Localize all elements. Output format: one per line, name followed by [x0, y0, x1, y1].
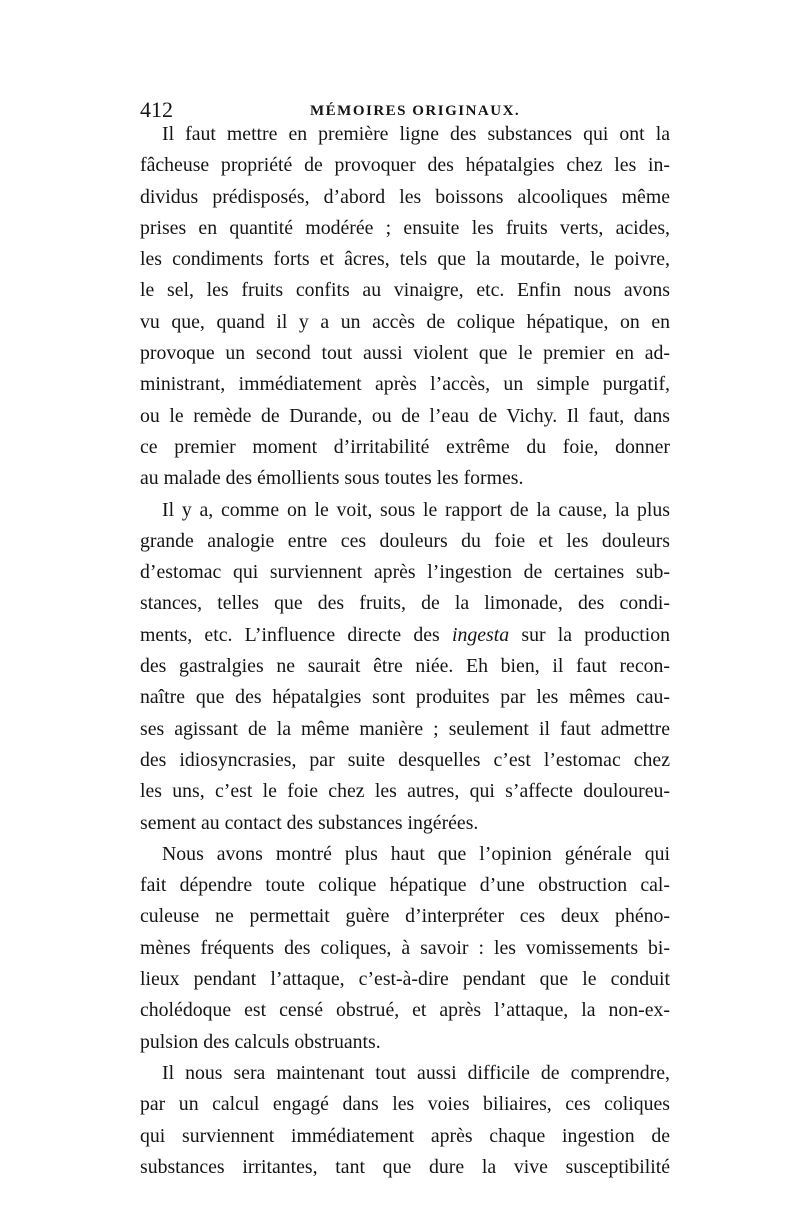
text-line: qui surviennent immédiatement après chaque ingestion de — [140, 1124, 670, 1147]
page-number: 412 — [140, 97, 173, 122]
text-line: dividus prédisposés, d’abord les boissons alcooliques même — [140, 185, 670, 208]
text-line: ses agissant de la même manière ; seulement il faut admettre — [140, 717, 670, 740]
text-line: lieux pendant l’attaque, c’est-à-dire pendant que le conduit — [140, 968, 670, 991]
text-line: substances irritantes, tant que dure la vive susceptibilité — [140, 1155, 670, 1178]
text-line: sement au contact des substances ingérées. — [140, 811, 479, 834]
text-line: culeuse ne permettait guère d’interpréter ces deux phéno- — [140, 905, 670, 928]
text-line: stances, telles que des fruits, de la limonade, des condi- — [140, 592, 670, 615]
text-line: le sel, les fruits confits au vinaigre, etc. Enfin nous avons — [140, 279, 670, 302]
text-line: naître que des hépatalgies sont produites par les mêmes cau- — [140, 686, 670, 709]
text-line: ou le remède de Durande, ou de l’eau de Vichy. Il faut, dans — [140, 404, 670, 427]
text-line: provoque un second tout aussi violent que le premier en ad- — [140, 342, 670, 365]
text-line: Il nous sera maintenant tout aussi difficile de comprendre, — [162, 1061, 670, 1084]
text-line: d’estomac qui surviennent après l’ingestion de certaines sub- — [140, 561, 670, 584]
text-line: fait dépendre toute colique hépatique d’une obstruction cal- — [140, 874, 670, 897]
running-head: MÉMOIRES ORIGINAUX. — [310, 103, 521, 119]
text-line: cholédoque est censé obstrué, et après l’attaque, la non-ex- — [140, 999, 670, 1022]
text-line: au malade des émollients sous toutes les formes. — [140, 467, 524, 490]
text-line: ministrant, immédiatement après l’accès, un simple purgatif, — [140, 373, 670, 396]
text-line: ments, etc. L’influence directe des ingesta sur la production — [140, 623, 670, 646]
text-line: Nous avons montré plus haut que l’opinion générale qui — [162, 842, 670, 865]
text-line: grande analogie entre ces douleurs du foie et les douleurs — [140, 529, 670, 552]
text-line: les condiments forts et âcres, tels que la moutarde, le poivre, — [140, 248, 670, 271]
text-line: des gastralgies ne saurait être niée. Eh bien, il faut recon- — [140, 655, 670, 678]
text-line: Il y a, comme on le voit, sous le rapport de la cause, la plus — [162, 498, 670, 521]
text-line: vu que, quand il y a un accès de colique hépatique, on en — [140, 310, 670, 333]
text-line: par un calcul engagé dans les voies biliaires, ces coliques — [140, 1093, 670, 1116]
italic-term: ingesta — [451, 623, 510, 646]
text-line: pulsion des calculs obstruants. — [140, 1030, 381, 1053]
text-line: les uns, c’est le foie chez les autres, qui s’affecte douloureu- — [140, 780, 670, 803]
text-line: prises en quantité modérée ; ensuite les fruits verts, acides, — [140, 216, 670, 239]
text-line: Il faut mettre en première ligne des substances qui ont la — [162, 123, 670, 145]
text-line: des idiosyncrasies, par suite desquelles c’est l’estomac chez — [140, 748, 670, 771]
text-line: ce premier moment d’irritabilité extrême du foie, donner — [140, 435, 670, 458]
text-line: mènes fréquents des coliques, à savoir : les vomissements bi- — [140, 936, 670, 959]
body-text — [140, 119, 670, 1183]
text-line: fâcheuse propriété de provoquer des hépatalgies chez les in- — [140, 154, 670, 177]
